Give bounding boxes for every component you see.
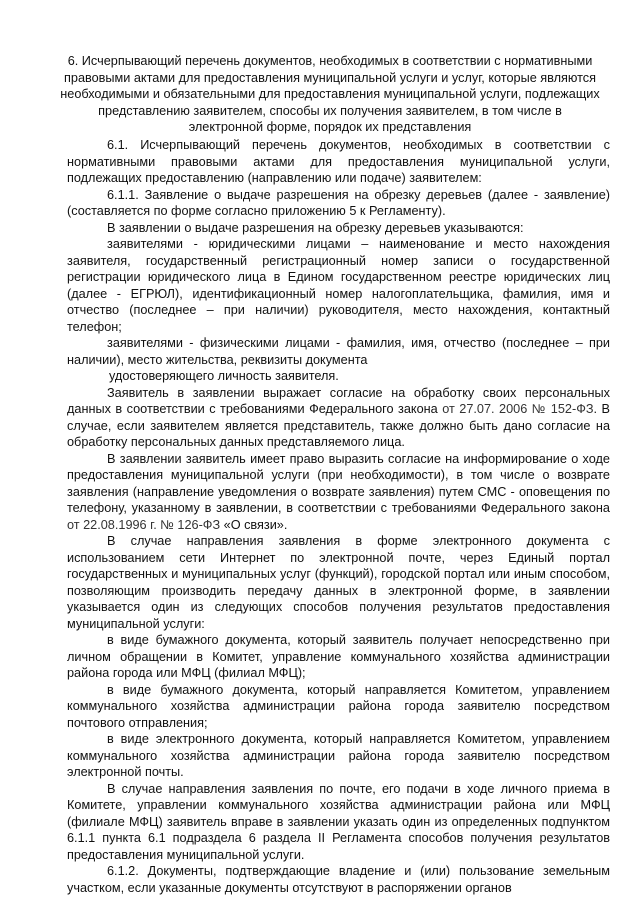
- paragraph-sms-consent: [67, 451, 610, 534]
- law-link-152fz[interactable]: от 27.07. 2006 № 152-ФЗ: [442, 402, 594, 416]
- paragraph-electronic-email: в виде электронного документа, который направляется Комитетом, управлением коммунального хозяйства администрации района города заявителю посредством электронной почты.: [67, 732, 610, 779]
- paragraph-individuals: заявителями - физическими лицами - фамилия, имя, отчество (последнее – при наличии), место жительства, реквизиты документа: [67, 336, 610, 367]
- paragraph-text: Заявитель в заявлении выражает согласие на обработку своих персональных данных в соответствии с требованиями Федерального закона: [67, 385, 610, 416]
- paragraph-text: . В случае, если заявителем является представитель, также должно быть дано согласие на обработку персональных данных представляемого лица.: [67, 402, 610, 449]
- paragraph-identity-document: удостоверяющего личность заявителя.: [109, 369, 339, 383]
- paragraph-6-1-1: 6.1.1. Заявление о выдаче разрешения на обрезку деревьев (далее - заявление) (составляется по форме согласно приложению 5 к Регламенту).: [67, 187, 610, 218]
- section-heading: 6. Исчерпывающий перечень документов, необходимых в соответствии с нормативными правовыми актами для предоставления муниципальной услуги и услуг, которые являются необходимыми и обязательными для предоставления муниципальной услуги, подлежащих представлению заявителем, способы их получения заявителем, в том числе в электронной форме, порядок их представления: [60, 54, 600, 134]
- paragraph-6-1: 6.1. Исчерпывающий перечень документов, необходимых в соответствии с нормативными правовыми актами для предоставления муниципальной услуги, подлежащих предоставлению (направлению или подаче) заявителем:: [67, 138, 610, 185]
- paragraph-6-1-2: 6.1.2. Документы, подтверждающие владение и (или) пользование земельным участком, если указанные документы отсутствуют в распоряжении органов: [67, 864, 610, 895]
- paragraph-electronic-submission: В случае направления заявления в форме электронного документа с использованием сети Интернет по электронной почте, через Единый портал государственных и муниципальных услуг (функций), городской портал или иным способом, позволяющим производить передачу данных в электронной форме, в заявлении указывается один из следующих способов получения результатов предоставления муниципальной услуги:: [67, 534, 610, 631]
- paragraph-application-contents: В заявлении о выдаче разрешения на обрезку деревьев указываются:: [107, 220, 524, 235]
- document-body: [67, 137, 610, 896]
- paragraph-personal-data-consent: [67, 385, 610, 451]
- paragraph-text: «О связи».: [220, 517, 288, 532]
- paragraph-mail-submission: В случае направления заявления по почте, его подачи в ходе личного приема в Комитете, управлении коммунального хозяйства администрации района или МФЦ (филиале МФЦ) заявитель вправе в заявлении указать один из определенных подпунктом 6.1.1 пункта 6.1 подраздела 6 раздела II Регламента способов получения результатов предоставления муниципальной услуги.: [67, 781, 610, 862]
- paragraph-legal-entities: заявителями - юридическими лицами – наименование и место нахождения заявителя, государственный регистрационный номер записи о государственной регистрации юридического лица в Едином государственном реестре юридических лиц (далее - ЕГРЮЛ), идентификационный номер налогоплательщика, фамилия, имя и отчество (последнее – при наличии) руководителя, место нахождения, контактный телефон;: [67, 237, 610, 334]
- paragraph-paper-in-person: в виде бумажного документа, который заявитель получает непосредственно при личном обращении в Комитет, управление коммунального хозяйства администрации района города или МФЦ (филиал МФЦ);: [67, 633, 610, 680]
- paragraph-paper-mail: в виде бумажного документа, который направляется Комитетом, управлением коммунального хозяйства администрации района города заявителю посредством почтового отправления;: [67, 682, 610, 730]
- law-link-126fz[interactable]: от 22.08.1996 г. № 126-ФЗ: [67, 517, 221, 532]
- paragraph-text: В заявлении заявитель имеет право выразить согласие на информирование о ходе предоставления муниципальной услуги (при необходимости), в том числе о возврате заявления (направление уведомления о возврате заявления) путем СМС - оповещения по телефону, указанному в заявлении, в соответствии с требованиями Федерального закона: [67, 451, 610, 515]
